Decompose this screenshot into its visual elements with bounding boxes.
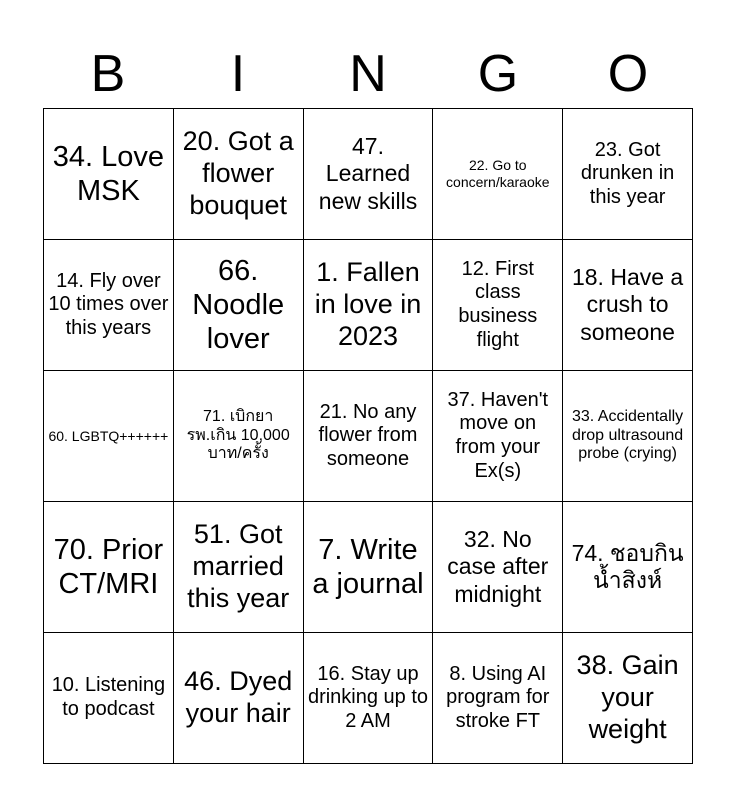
header-letter-g: G bbox=[477, 45, 519, 103]
bingo-cell[interactable]: 23. Got drunken in this year bbox=[563, 109, 693, 240]
bingo-cell[interactable]: 18. Have a crush to someone bbox=[563, 240, 693, 371]
bingo-cell[interactable]: 33. Accidentally drop ultrasound probe (crying) bbox=[563, 371, 693, 502]
bingo-cell[interactable]: 47. Learned new skills bbox=[303, 109, 433, 240]
board-row-2 bbox=[44, 240, 693, 371]
bingo-cell[interactable]: 66. Noodle lover bbox=[173, 240, 303, 371]
bingo-cell[interactable]: 22. Go to concern/karaoke bbox=[433, 109, 563, 240]
bingo-cell[interactable]: 10. Listening to podcast bbox=[44, 633, 174, 764]
bingo-cell[interactable]: 37. Haven't move on from your Ex(s) bbox=[433, 371, 563, 502]
board-row-1 bbox=[44, 109, 693, 240]
header-letter-n: N bbox=[349, 45, 387, 103]
header-letter-b: B bbox=[90, 45, 126, 103]
bingo-cell[interactable]: 71. เบิกยา รพ.เกิน 10,000 บาท/ครั้ง bbox=[173, 371, 303, 502]
header-letter-o: O bbox=[607, 45, 649, 103]
bingo-cell[interactable]: 32. No case after midnight bbox=[433, 502, 563, 633]
bingo-cell[interactable]: 70. Prior CT/MRI bbox=[44, 502, 174, 633]
bingo-cell[interactable]: 34. Love MSK bbox=[44, 109, 174, 240]
bingo-cell[interactable]: 16. Stay up drinking up to 2 AM bbox=[303, 633, 433, 764]
bingo-cell[interactable]: 7. Write a journal bbox=[303, 502, 433, 633]
bingo-cell[interactable]: 51. Got married this year bbox=[173, 502, 303, 633]
bingo-board bbox=[43, 108, 693, 764]
bingo-cell[interactable]: 20. Got a flower bouquet bbox=[173, 109, 303, 240]
bingo-cell[interactable]: 38. Gain your weight bbox=[563, 633, 693, 764]
header-letter-i: I bbox=[230, 45, 246, 103]
bingo-cell[interactable]: 60. LGBTQ++++++ bbox=[44, 371, 174, 502]
bingo-cell[interactable]: 46. Dyed your hair bbox=[173, 633, 303, 764]
bingo-cell[interactable]: 1. Fallen in love in 2023 bbox=[303, 240, 433, 371]
board-row-5 bbox=[44, 633, 693, 764]
bingo-header bbox=[43, 40, 693, 108]
board-row-3 bbox=[44, 371, 693, 502]
bingo-cell[interactable]: 12. First class business flight bbox=[433, 240, 563, 371]
bingo-cell[interactable]: 21. No any flower from someone bbox=[303, 371, 433, 502]
bingo-cell[interactable]: 14. Fly over 10 times over this years bbox=[44, 240, 174, 371]
board-row-4 bbox=[44, 502, 693, 633]
bingo-cell[interactable]: 8. Using AI program for stroke FT bbox=[433, 633, 563, 764]
bingo-cell[interactable]: 74. ชอบกินน้ำสิงห์ bbox=[563, 502, 693, 633]
